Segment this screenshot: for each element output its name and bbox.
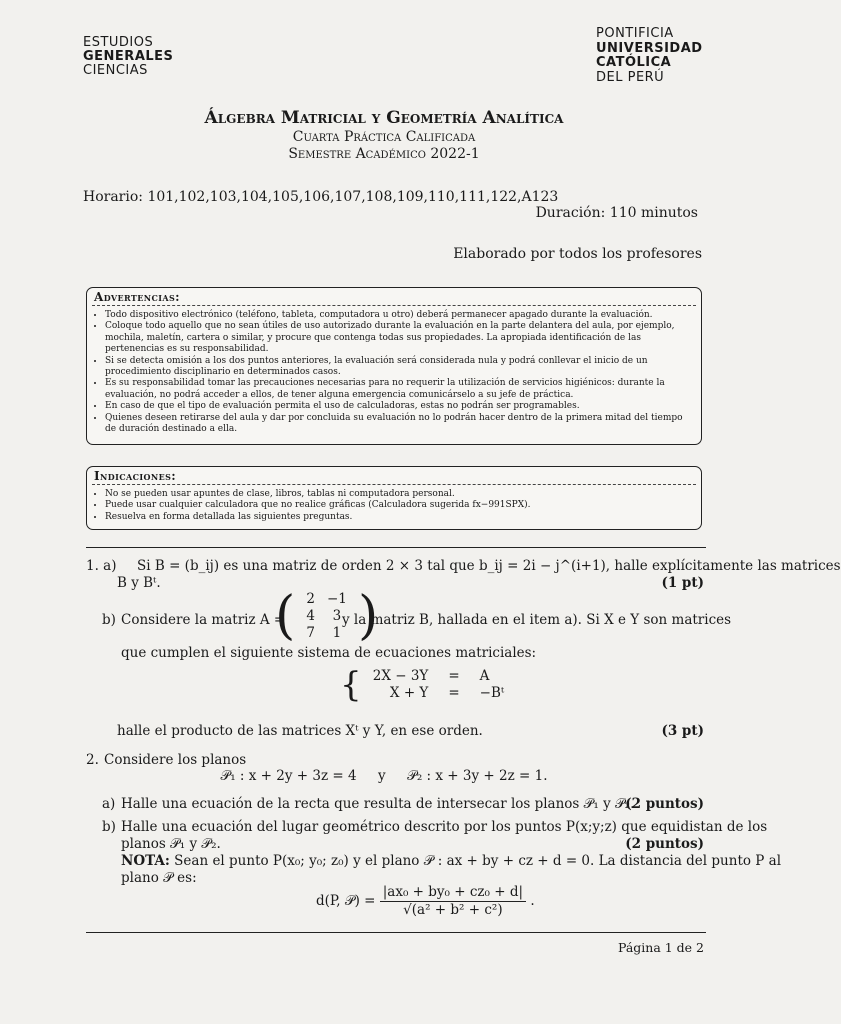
q2b-text: Halle una ecuación del lugar geométrico descrito por los puntos P(x;y;z) que equidistan de los <box>121 819 768 835</box>
matrix-cell: 2 <box>306 590 315 607</box>
department-logo-text <box>83 36 173 78</box>
semester-title: Semestre Académico 2022-1 <box>288 146 480 162</box>
warning-item: • Todo dispositivo electrónico (teléfono, tableta, computadora u otro) deberá permanecer apagado durante la evaluación. <box>105 310 693 321</box>
q1a-text: Si B = (b_ij) es una matriz de orden 2 × 3 tal que b_ij = 2i − j^(i+1), halle explícitamente las matrices <box>137 558 841 574</box>
instructions-title: Indicaciones: <box>94 469 177 483</box>
authors: Elaborado por todos los profesores <box>453 246 702 262</box>
q2b-label: b) <box>102 819 116 835</box>
instructions-list <box>93 489 693 523</box>
q2a-label: a) <box>102 796 116 812</box>
q1b-text-2: que cumplen el siguiente sistema de ecuaciones matriciales: <box>121 645 537 661</box>
dept-line-1: ESTUDIOS <box>83 35 154 50</box>
warnings-list <box>93 310 693 435</box>
q1a-points: (1 pt) <box>661 575 704 591</box>
warning-item: • Si se detecta omisión a los dos puntos anteriores, la evaluación será considerada nula y podrá conllevar el inicio de un procedimiento disciplinario en determinados casos. <box>105 356 693 379</box>
section-divider <box>86 547 706 548</box>
q2-note <box>121 853 781 870</box>
q2-intro: Considere los planos <box>104 752 247 768</box>
system-rhs: −Bᵗ <box>479 685 505 701</box>
course-title: Álgebra Matricial y Geometría Analítica <box>204 108 564 128</box>
university-logo-text <box>596 27 703 85</box>
note-text: Sean el punto P(x₀; y₀; z₀) y el plano 𝒫 : ax + by + cz + d = 0. La distancia del punto P al <box>174 853 782 869</box>
matrix-cell: −1 <box>326 590 347 607</box>
matrix-right-paren: ) <box>357 586 379 646</box>
warnings-divider <box>92 305 696 306</box>
q1a-number: 1. a) <box>86 558 117 574</box>
system-lhs: 2X − 3Y <box>372 668 429 684</box>
dept-line-3: CIENCIAS <box>83 63 148 78</box>
formula-fraction <box>380 884 526 919</box>
system-eq: = <box>448 668 460 684</box>
matrix-left-paren: ( <box>275 586 296 646</box>
matrix-cell: 1 <box>332 624 342 641</box>
warnings-title: Advertencias: <box>94 290 181 304</box>
warning-item: • Coloque todo aquello que no sean útiles de uso autorizado durante la evaluación en la parte delantera del aula, por ejemplo, mochila, maletín, cartera o similar, y procure que contenga todas sus propiedades. La apropiada identificación de las pertenencias es su responsabilidad. <box>105 321 693 355</box>
instructions-box <box>86 466 702 530</box>
univ-line-3: CATÓLICA <box>596 55 672 70</box>
q2a-text: Halle una ecuación de la recta que resulta de intersecar los planos 𝒫₁ y 𝒫₂. <box>121 796 635 812</box>
warnings-box <box>86 287 702 445</box>
q1b-text-post: y la matriz B, hallada en el item a). Si X e Y son matrices <box>342 612 732 628</box>
exam-title: Cuarta Práctica Calificada <box>292 129 476 145</box>
q1a-text-2: B y Bᵗ. <box>117 575 161 591</box>
warning-item: • Es su responsabilidad tomar las precauciones necesarias para no requerir la utilización de servicios higiénicos: durante la evaluación, no podrá acceder a ellos, de tener alguna emergencia comunicárselo a su jefe de práctica. <box>105 378 693 401</box>
system-eq: = <box>448 685 460 701</box>
formula-numerator: |ax₀ + by₀ + cz₀ + d| <box>380 884 526 902</box>
q1b-text-3: halle el producto de las matrices Xᵗ y Y, en ese orden. <box>117 723 483 739</box>
warning-item: • Quienes deseen retirarse del aula y dar por concluida su evaluación no lo podrán hacer dentro de la primera mitad del tiempo de duración destinado a ella. <box>105 413 693 436</box>
formula-denominator: √(a² + b² + c²) <box>403 902 503 918</box>
instruction-item: • Resuelva en forma detallada las siguientes preguntas. <box>105 512 693 523</box>
warning-item: • En caso de que el tipo de evaluación permita el uso de calculadoras, estas no podrán ser programables. <box>105 401 693 412</box>
duration: Duración: 110 minutos <box>535 205 698 221</box>
note-label: NOTA: <box>121 853 170 869</box>
q2b-points: (2 puntos) <box>625 836 704 852</box>
equation-system <box>340 665 510 705</box>
q1b-label: b) <box>102 612 116 628</box>
q2-number: 2. <box>86 752 99 768</box>
page-number: Página 1 de 2 <box>617 940 704 955</box>
matrix-cell: 4 <box>306 607 315 624</box>
q2-planes: 𝒫₁ : x + 2y + 3z = 4 y 𝒫₂ : x + 3y + 2z = 1. <box>220 768 548 784</box>
instruction-item: • Puede usar cualquier calculadora que no realice gráficas (Calculadora sugerida fx−991SPX). <box>105 500 693 511</box>
system-table <box>367 668 510 702</box>
q2b-text-2: planos 𝒫₁ y 𝒫₂. <box>121 836 221 852</box>
instruction-item: • No se pueden usar apuntes de clase, libros, tablas ni computadora personal. <box>105 489 693 500</box>
system-lhs: X + Y <box>389 685 429 701</box>
instructions-divider <box>92 484 696 485</box>
system-rhs: A <box>479 668 490 684</box>
q1b-points: (3 pt) <box>661 723 704 739</box>
univ-line-4: DEL PERÚ <box>596 69 665 85</box>
q2a-points: (2 puntos) <box>625 796 704 812</box>
distance-formula <box>316 884 535 919</box>
univ-line-1: PONTIFICIA <box>596 26 674 41</box>
schedule: Horario: 101,102,103,104,105,106,107,108,109,110,111,122,A123 <box>83 189 559 205</box>
matrix-cell: 7 <box>306 624 315 641</box>
formula-lhs: d(P, 𝒫) = <box>316 893 376 909</box>
system-brace: { <box>340 665 362 705</box>
matrix-cell: 3 <box>332 607 342 624</box>
formula-end: . <box>530 893 535 909</box>
q2-note-2: plano 𝒫 es: <box>121 870 197 886</box>
dept-line-2: GENERALES <box>83 49 174 64</box>
q1b-text: Considere la matriz A = <box>121 612 286 628</box>
univ-line-2: UNIVERSIDAD <box>596 40 703 56</box>
footer-divider <box>86 932 706 933</box>
